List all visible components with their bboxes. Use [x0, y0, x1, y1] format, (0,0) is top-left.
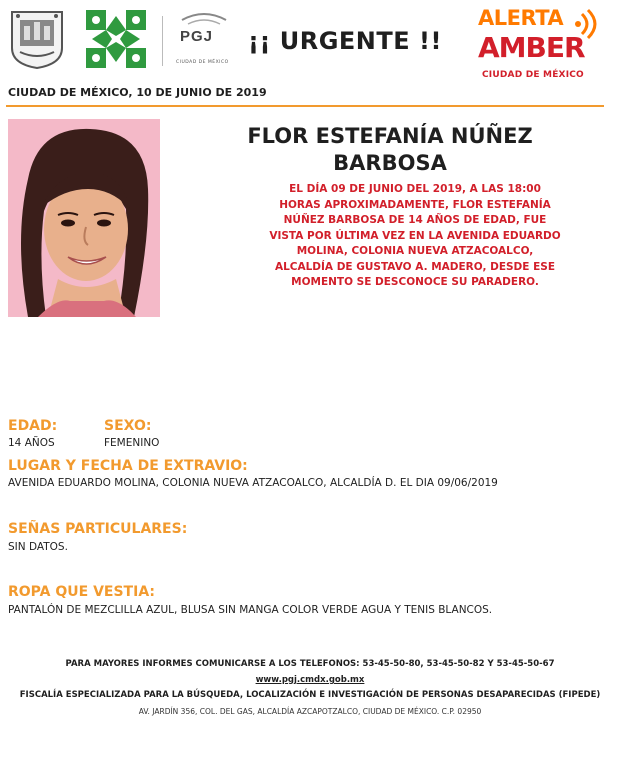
- age-label: EDAD:: [8, 418, 58, 434]
- person-name-line-1: FLOR ESTEFANÍA NÚÑEZ: [247, 124, 533, 148]
- sex-value: FEMENINO: [104, 437, 160, 449]
- urgent-heading: ¡¡ URGENTE !!: [248, 27, 442, 55]
- age-value: 14 AÑOS: [8, 437, 55, 449]
- contact-phones: PARA MAYORES INFORMES COMUNICARSE A LOS TELEFONOS: 53-45-50-80, 53-45-50-82 Y 53-45-50-67: [65, 659, 555, 669]
- place-date-value: AVENIDA EDUARDO MOLINA, COLONIA NUEVA ATZACOALCO, ALCALDÍA D. EL DIA 09/06/2019: [8, 477, 498, 489]
- agency-name: FISCALÍA ESPECIALIZADA PARA LA BÚSQUEDA, LOCALIZACIÓN E INVESTIGACIÓN DE PERSONAS DESAPARECIDAS (FIPEDE): [19, 690, 601, 700]
- amber-line-3: CIUDAD DE MÉXICO: [482, 70, 584, 80]
- clothing-label: ROPA QUE VESTIA:: [8, 584, 156, 600]
- disappearance-description: EL DÍA 09 DE JUNIO DEL 2019, A LAS 18:00 HORAS APROXIMADAMENTE, FLOR ESTEFANÍA NÚÑEZ BARBOSA DE 14 AÑOS DE EDAD, FUE VISTA POR ÚLTIMA VEZ EN LA AVENIDA EDUARDO MOLINA, COLONIA NUEVA ATZACOALCO, ALCALDÍA DE GUSTAVO A. MADERO, DESDE ESE MOMENTO SE DESCONOCE SU PARADERO.: [269, 183, 561, 288]
- date-line: CIUDAD DE MÉXICO, 10 DE JUNIO DE 2019: [8, 86, 267, 99]
- cdmx-shield-icon: [8, 8, 66, 70]
- pgj-sublabel: CIUDAD DE MÉXICO: [176, 60, 229, 65]
- distinguishing-marks-label: SEÑAS PARTICULARES:: [8, 521, 188, 537]
- pgj-label: PGJ: [180, 28, 214, 45]
- missing-person-photo: [8, 119, 160, 317]
- amber-line-1: ALERTA: [478, 6, 564, 30]
- header-divider: [162, 16, 163, 66]
- sex-label: SEXO:: [104, 418, 152, 434]
- agency-address: AV. JARDÍN 356, COL. DEL GAS, ALCALDÍA AZCAPOTZALCO, CIUDAD DE MÉXICO. C.P. 02950: [138, 707, 482, 716]
- distinguishing-marks-value: SIN DATOS.: [8, 541, 68, 553]
- place-date-label: LUGAR Y FECHA DE EXTRAVIO:: [8, 458, 248, 474]
- header-rule: [6, 105, 604, 107]
- cdmx-logo-icon: [82, 6, 150, 72]
- website-link[interactable]: www.pgj.cmdx.gob.mx: [255, 675, 365, 685]
- clothing-value: PANTALÓN DE MEZCLILLA AZUL, BLUSA SIN MANGA COLOR VERDE AGUA Y TENIS BLANCOS.: [8, 604, 493, 616]
- person-name-line-2: BARBOSA: [333, 151, 447, 175]
- amber-line-2: AMBER: [478, 31, 585, 64]
